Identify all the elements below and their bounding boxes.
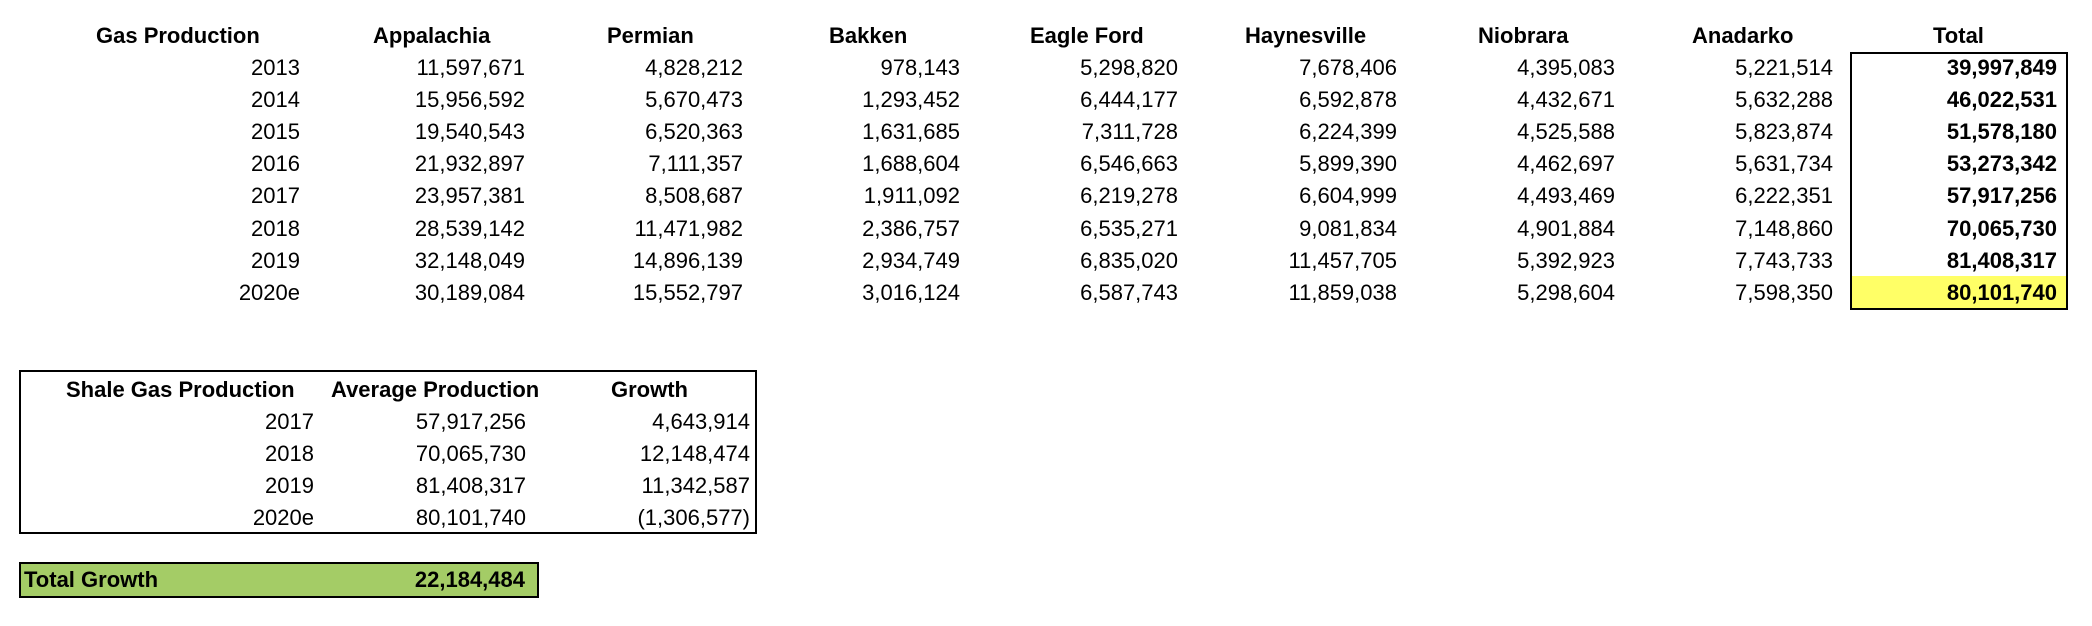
cell-haynesville: 6,592,878 bbox=[1299, 87, 1397, 113]
header-average-production: Average Production bbox=[331, 377, 540, 402]
table-row bbox=[0, 277, 2092, 309]
cell-total: 81,408,317 bbox=[1946, 247, 2057, 273]
cell-appalachia: 19,540,543 bbox=[414, 119, 525, 145]
cell-bakken: 3,016,124 bbox=[862, 279, 960, 305]
total-growth-label: Total Growth bbox=[24, 567, 159, 592]
cell-average-production: 70,065,730 bbox=[415, 441, 526, 466]
header-shale-gas-production: Shale Gas Production bbox=[66, 377, 295, 402]
cell-permian: 11,471,982 bbox=[634, 215, 743, 241]
cell-niobrara: 5,298,604 bbox=[1517, 279, 1615, 305]
cell-eagle-ford: 6,587,743 bbox=[1080, 279, 1178, 305]
cell-appalachia: 15,956,592 bbox=[414, 87, 525, 113]
cell-eagle-ford: 6,835,020 bbox=[1080, 247, 1178, 273]
cell-total: 51,578,180 bbox=[1946, 119, 2057, 145]
cell-eagle-ford: 6,444,177 bbox=[1080, 87, 1178, 113]
cell-growth: 11,342,587 bbox=[641, 473, 750, 498]
gas-table-header-row bbox=[0, 20, 2092, 52]
cell-permian: 6,520,363 bbox=[645, 119, 743, 145]
cell-bakken: 1,688,604 bbox=[862, 151, 960, 177]
cell-anadarko: 7,743,733 bbox=[1735, 247, 1833, 273]
table-row bbox=[0, 438, 2092, 470]
table-row bbox=[0, 245, 2092, 277]
cell-bakken: 2,386,757 bbox=[862, 215, 960, 241]
cell-anadarko: 7,148,860 bbox=[1735, 215, 1833, 241]
cell-bakken: 978,143 bbox=[880, 55, 960, 80]
row-year: 2017 bbox=[251, 183, 300, 209]
row-year: 2017 bbox=[265, 409, 314, 434]
cell-growth: 4,643,914 bbox=[652, 409, 750, 434]
cell-permian: 5,670,473 bbox=[645, 87, 743, 113]
cell-niobrara: 4,395,083 bbox=[1517, 55, 1615, 80]
cell-bakken: 1,293,452 bbox=[862, 87, 960, 113]
cell-growth: (1,306,577) bbox=[637, 505, 750, 530]
header-total: Total bbox=[1933, 23, 1984, 48]
cell-haynesville: 5,899,390 bbox=[1299, 151, 1397, 177]
cell-average-production: 81,408,317 bbox=[415, 473, 526, 498]
cell-haynesville: 7,678,406 bbox=[1299, 55, 1397, 80]
cell-niobrara: 5,392,923 bbox=[1517, 247, 1615, 273]
cell-bakken: 1,631,685 bbox=[862, 119, 960, 145]
cell-bakken: 2,934,749 bbox=[862, 247, 960, 273]
cell-niobrara: 4,432,671 bbox=[1517, 87, 1615, 113]
cell-appalachia: 32,148,049 bbox=[414, 247, 525, 273]
cell-anadarko: 5,631,734 bbox=[1735, 151, 1833, 177]
cell-anadarko: 6,222,351 bbox=[1735, 183, 1833, 209]
row-year: 2018 bbox=[265, 441, 314, 466]
cell-permian: 15,552,797 bbox=[632, 279, 743, 305]
cell-permian: 4,828,212 bbox=[645, 55, 743, 80]
cell-average-production: 80,101,740 bbox=[415, 505, 526, 530]
cell-appalachia: 30,189,084 bbox=[414, 279, 525, 305]
table-row bbox=[0, 180, 2092, 212]
cell-average-production: 57,917,256 bbox=[415, 409, 526, 434]
cell-bakken: 1,911,092 bbox=[863, 183, 960, 209]
cell-anadarko: 7,598,350 bbox=[1735, 279, 1833, 305]
cell-growth: 12,148,474 bbox=[639, 441, 750, 466]
cell-niobrara: 4,493,469 bbox=[1517, 183, 1615, 209]
cell-haynesville: 11,457,705 bbox=[1288, 247, 1397, 273]
cell-niobrara: 4,462,697 bbox=[1517, 151, 1615, 177]
row-year: 2020e bbox=[238, 279, 300, 305]
header-anadarko: Anadarko bbox=[1692, 23, 1794, 48]
cell-niobrara: 4,525,588 bbox=[1517, 119, 1615, 145]
table-row bbox=[0, 116, 2092, 148]
row-year: 2013 bbox=[251, 55, 300, 80]
cell-appalachia: 21,932,897 bbox=[414, 151, 525, 177]
total-growth-value: 22,184,484 bbox=[414, 567, 525, 592]
cell-haynesville: 6,604,999 bbox=[1299, 183, 1397, 209]
table-row bbox=[0, 470, 2092, 502]
cell-anadarko: 5,823,874 bbox=[1735, 119, 1833, 145]
cell-anadarko: 5,221,514 bbox=[1735, 55, 1833, 80]
header-permian: Permian bbox=[607, 23, 694, 48]
row-year: 2020e bbox=[252, 505, 314, 530]
cell-haynesville: 9,081,834 bbox=[1299, 215, 1397, 241]
cell-total: 39,997,849 bbox=[1946, 55, 2057, 80]
table-row bbox=[0, 148, 2092, 180]
cell-permian: 8,508,687 bbox=[645, 183, 743, 209]
row-year: 2019 bbox=[251, 247, 300, 273]
cell-haynesville: 11,859,038 bbox=[1288, 279, 1397, 305]
table-row bbox=[0, 213, 2092, 245]
cell-total: 53,273,342 bbox=[1946, 151, 2057, 177]
cell-total: 46,022,531 bbox=[1946, 87, 2057, 113]
cell-permian: 7,111,357 bbox=[648, 151, 743, 177]
cell-appalachia: 23,957,381 bbox=[414, 183, 525, 209]
cell-appalachia: 28,539,142 bbox=[414, 215, 525, 241]
row-year: 2016 bbox=[251, 151, 300, 177]
row-year: 2019 bbox=[265, 473, 314, 498]
header-gas-production: Gas Production bbox=[96, 23, 260, 48]
cell-permian: 14,896,139 bbox=[632, 247, 743, 273]
shale-table-header-row bbox=[0, 374, 2092, 406]
header-niobrara: Niobrara bbox=[1478, 23, 1569, 48]
cell-eagle-ford: 6,546,663 bbox=[1080, 151, 1178, 177]
cell-eagle-ford: 6,219,278 bbox=[1080, 183, 1178, 209]
row-year: 2014 bbox=[251, 87, 300, 113]
header-bakken: Bakken bbox=[829, 23, 908, 48]
table-row bbox=[0, 502, 2092, 534]
cell-appalachia: 11,597,671 bbox=[416, 55, 525, 80]
row-year: 2015 bbox=[251, 119, 300, 145]
cell-eagle-ford: 6,535,271 bbox=[1080, 215, 1178, 241]
table-row bbox=[0, 406, 2092, 438]
table-row bbox=[0, 84, 2092, 116]
cell-total: 80,101,740 bbox=[1946, 279, 2057, 305]
row-year: 2018 bbox=[251, 215, 300, 241]
header-haynesville: Haynesville bbox=[1245, 23, 1367, 48]
cell-anadarko: 5,632,288 bbox=[1735, 87, 1833, 113]
header-eagle-ford: Eagle Ford bbox=[1030, 23, 1144, 48]
cell-eagle-ford: 7,311,728 bbox=[1081, 119, 1178, 145]
cell-niobrara: 4,901,884 bbox=[1517, 215, 1615, 241]
header-growth: Growth bbox=[611, 377, 688, 402]
header-appalachia: Appalachia bbox=[373, 23, 491, 48]
cell-total: 70,065,730 bbox=[1946, 215, 2057, 241]
cell-eagle-ford: 5,298,820 bbox=[1080, 55, 1178, 80]
total-growth-bar bbox=[19, 562, 539, 598]
cell-total: 57,917,256 bbox=[1946, 183, 2057, 209]
cell-haynesville: 6,224,399 bbox=[1299, 119, 1397, 145]
table-row bbox=[0, 52, 2092, 84]
